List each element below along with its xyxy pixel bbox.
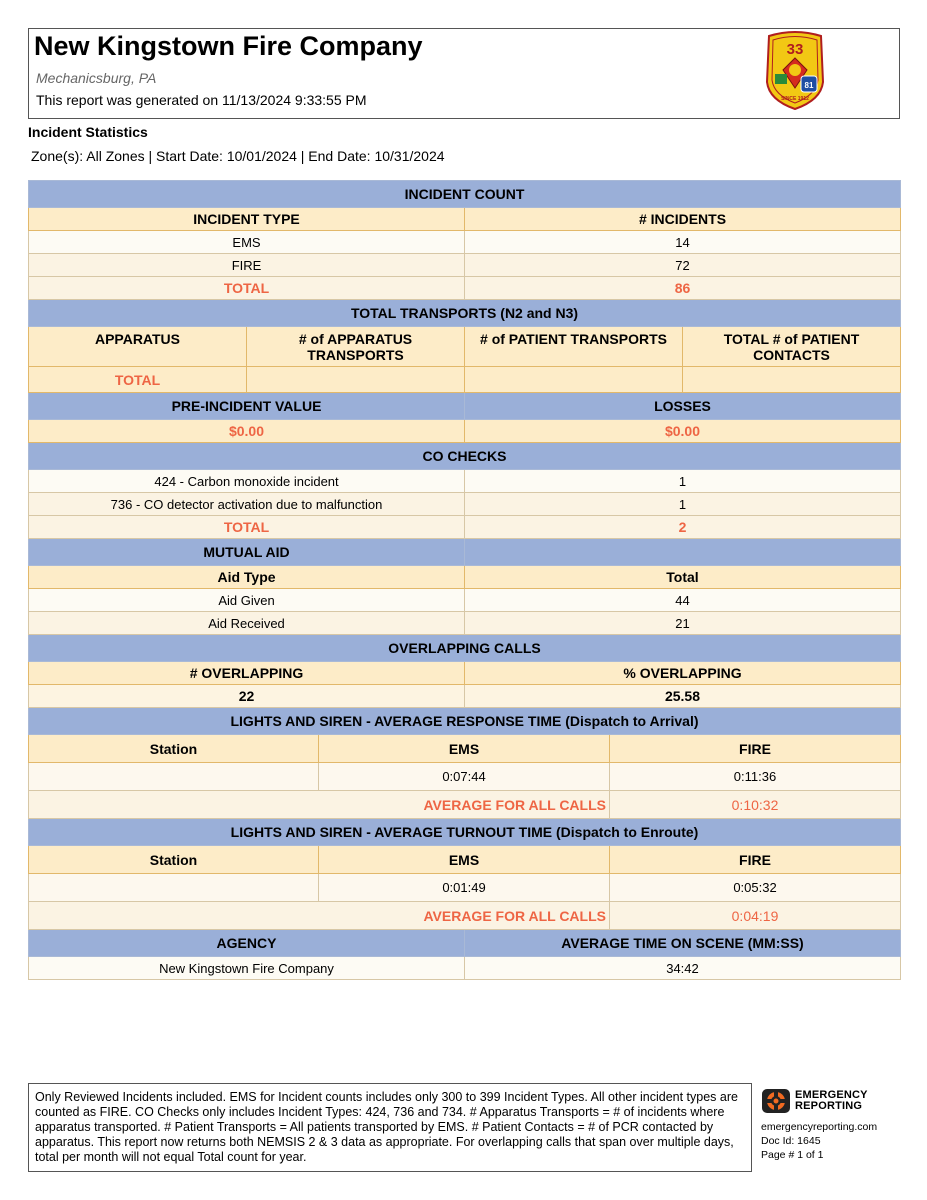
station-cell [29,763,319,791]
doc-id: Doc Id: 1645 [761,1135,821,1147]
table-row [29,874,901,902]
section-title: MUTUAL AID [29,539,465,566]
column-header-incidents: # INCIDENTS [465,208,901,231]
table-row [29,957,901,980]
column-header-agency: AGENCY [29,930,465,957]
total-value: 86 [465,277,901,300]
total-apparatus-transports [247,367,465,393]
report-title: Incident Statistics [28,124,148,140]
co-check-type-cell: 736 - CO detector activation due to malfunction [29,493,465,516]
section-title-spacer [465,539,901,566]
aid-type-cell: Aid Given [29,589,465,612]
column-header-incident-type: INCIDENT TYPE [29,208,465,231]
total-patient-transports [465,367,683,393]
section-header-value-losses [29,393,901,420]
overlapping-pct: 25.58 [465,685,901,708]
co-check-count-cell: 1 [465,493,901,516]
report-filters: Zone(s): All Zones | Start Date: 10/01/2024 | End Date: 10/31/2024 [31,148,445,164]
section-header-overlapping-calls [29,635,901,662]
table-row [29,493,901,516]
org-name: New Kingstown Fire Company [34,31,423,61]
total-label: TOTAL [29,277,465,300]
ems-time-cell: 0:01:49 [319,874,610,902]
table-row [29,763,901,791]
column-header-row [29,735,901,763]
column-header-ems: EMS [319,846,610,874]
aid-type-cell: Aid Received [29,612,465,635]
svg-text:33: 33 [786,41,804,58]
section-header-mutual-aid [29,539,901,566]
section-title: LIGHTS AND SIREN - AVERAGE TURNOUT TIME (Dispatch to Enroute) [29,819,901,846]
section-header-transports [29,300,901,327]
emergency-reporting-logo-icon [761,1088,791,1114]
agency-cell: New Kingstown Fire Company [29,957,465,980]
station-cell [29,874,319,902]
average-label: AVERAGE FOR ALL CALLS [29,902,610,930]
overlapping-row [29,685,901,708]
footer-note: Only Reviewed Incidents included. EMS for Incident counts includes only 300 to 399 Incident Types. All other incident types are counted as FIRE. CO Checks only includes Incident Types: 424, 736 and 734. # Apparatus Transports = # of incidents where apparatus transported. # Patient Transports = All patients transported by EMS. # Patient Contacts = # of PCR contacted by apparatus. This report now returns both NEMSIS 2 & 3 data as appropriate. For overlapping calls that span over multiple days, total per month will not equal Total count for year. [28,1083,752,1172]
total-row [29,367,901,393]
footer-branding [761,1088,911,1162]
average-row [29,791,901,819]
column-header-fire: FIRE [610,735,901,763]
section-header-incident-count [29,181,901,208]
total-value: 2 [465,516,901,539]
column-header-overlapping-count: # OVERLAPPING [29,662,465,685]
average-value: 0:04:19 [610,902,901,930]
losses-value: $0.00 [465,420,901,443]
pre-incident-value: $0.00 [29,420,465,443]
section-header-response-time [29,708,901,735]
co-check-type-cell: 424 - Carbon monoxide incident [29,470,465,493]
column-header-aid-type: Aid Type [29,566,465,589]
incident-statistics-table [28,180,901,980]
report-header [28,28,900,119]
total-row [29,277,901,300]
fire-time-cell: 0:05:32 [610,874,901,902]
co-check-count-cell: 1 [465,470,901,493]
column-header-fire: FIRE [610,846,901,874]
total-label: TOTAL [29,516,465,539]
column-header-apparatus: APPARATUS [29,327,247,367]
fire-time-cell: 0:11:36 [610,763,901,791]
overlapping-count: 22 [29,685,465,708]
total-patient-contacts [683,367,901,393]
svg-text:81: 81 [804,81,814,90]
column-header-row [29,327,901,367]
total-label: TOTAL [29,367,247,393]
column-header-pre-incident-value: PRE-INCIDENT VALUE [29,393,465,420]
table-row [29,612,901,635]
total-row [29,516,901,539]
website-link[interactable]: emergencyreporting.com [761,1121,878,1133]
aid-total-cell: 21 [465,612,901,635]
ems-time-cell: 0:07:44 [319,763,610,791]
column-header-patient-contacts: TOTAL # of PATIENT CONTACTS [683,327,901,367]
column-header-losses: LOSSES [465,393,901,420]
brand-line-2: REPORTING [795,1100,863,1112]
column-header-time-on-scene: AVERAGE TIME ON SCENE (MM:SS) [465,930,901,957]
table-row [29,470,901,493]
section-header-turnout-time [29,819,901,846]
average-row [29,902,901,930]
section-header-co-checks [29,443,901,470]
time-on-scene-cell: 34:42 [465,957,901,980]
column-header-row [29,662,901,685]
incident-type-cell: EMS [29,231,465,254]
section-header-scene-time [29,930,901,957]
section-title: LIGHTS AND SIREN - AVERAGE RESPONSE TIME (Dispatch to Arrival) [29,708,901,735]
org-city: Mechanicsburg, PA [36,70,157,86]
brand-line-1: EMERGENCY [795,1089,868,1101]
column-header-row [29,566,901,589]
emergency-reporting-logo [761,1088,911,1114]
aid-total-cell: 44 [465,589,901,612]
average-label: AVERAGE FOR ALL CALLS [29,791,610,819]
generated-timestamp: This report was generated on 11/13/2024 9:33:55 PM [36,92,367,108]
table-row [29,254,901,277]
column-header-station: Station [29,735,319,763]
section-title: OVERLAPPING CALLS [29,635,901,662]
section-title: CO CHECKS [29,443,901,470]
incident-type-cell: FIRE [29,254,465,277]
column-header-row [29,846,901,874]
table-row [29,231,901,254]
column-header-overlapping-pct: % OVERLAPPING [465,662,901,685]
table-row [29,589,901,612]
average-value: 0:10:32 [610,791,901,819]
section-title: INCIDENT COUNT [29,181,901,208]
column-header-station: Station [29,846,319,874]
svg-text:SINCE 1912: SINCE 1912 [781,96,809,102]
value-row [29,420,901,443]
page-number: Page # 1 of 1 [761,1149,824,1161]
column-header-aid-total: Total [465,566,901,589]
column-header-row [29,208,901,231]
section-title: TOTAL TRANSPORTS (N2 and N3) [29,300,901,327]
incident-count-cell: 14 [465,231,901,254]
column-header-patient-transports: # of PATIENT TRANSPORTS [465,327,683,367]
fire-company-logo-icon [765,30,825,110]
column-header-ems: EMS [319,735,610,763]
incident-count-cell: 72 [465,254,901,277]
column-header-apparatus-transports: # of APPARATUS TRANSPORTS [247,327,465,367]
